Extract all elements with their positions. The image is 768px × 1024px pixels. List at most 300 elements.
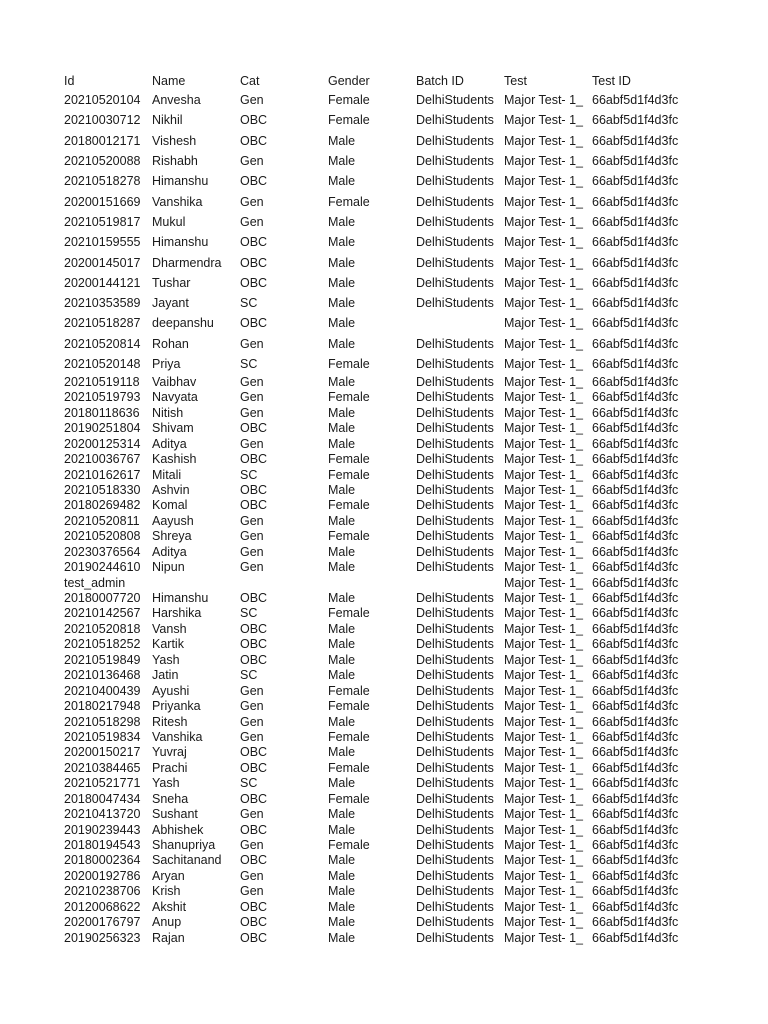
cell-gender: Male [328, 807, 356, 822]
cell-batch-id: DelhiStudents [416, 390, 494, 405]
cell-test-id: 66abf5d1f4d3fc [592, 699, 679, 714]
cell-test: Major Test- 1_ [504, 591, 583, 605]
table-row [64, 212, 764, 232]
cell-test: Major Test- 1_ [504, 884, 583, 899]
cell-test: Major Test- 1_ [504, 868, 583, 883]
cell-id: 20210520088 [64, 154, 141, 169]
cell-id: 20210518298 [64, 714, 141, 729]
table-row [64, 853, 764, 868]
cell-gender: Male [328, 513, 356, 528]
cell-test-id: 66abf5d1f4d3fc [592, 760, 679, 775]
table-row [64, 498, 764, 513]
cell-name: Tushar [152, 275, 191, 290]
cell-test: Major Test- 1_ [504, 652, 583, 667]
table-row [64, 760, 764, 775]
cell-gender: Male [328, 652, 356, 667]
cell-cat: Gen [240, 436, 264, 451]
cell-test-id: 66abf5d1f4d3fc [592, 838, 679, 852]
cell-test-id: 66abf5d1f4d3fc [592, 915, 679, 930]
cell-id: 20210521771 [64, 776, 141, 791]
cell-cat: Gen [240, 214, 264, 229]
cell-test-id: 66abf5d1f4d3fc [592, 154, 679, 169]
cell-batch-id: DelhiStudents [416, 683, 494, 698]
cell-cat: OBC [240, 174, 268, 189]
cell-test: Major Test- 1_ [504, 93, 583, 108]
cell-batch-id: DelhiStudents [416, 868, 494, 883]
cell-test: Major Test- 1_ [504, 668, 583, 683]
table-row [64, 837, 764, 852]
cell-cat: SC [240, 357, 258, 371]
cell-gender: Male [328, 296, 356, 311]
cell-gender: Female [328, 606, 370, 621]
cell-batch-id: DelhiStudents [416, 807, 494, 822]
table-row [64, 482, 764, 497]
table-row [64, 806, 764, 821]
cell-name: Abhishek [152, 822, 204, 837]
cell-cat: OBC [240, 591, 268, 605]
cell-test: Major Test- 1_ [504, 621, 583, 636]
cell-name: Rajan [152, 930, 185, 945]
cell-batch-id: DelhiStudents [416, 884, 494, 899]
cell-gender: Male [328, 930, 356, 945]
cell-test-id: 66abf5d1f4d3fc [592, 668, 679, 683]
cell-gender: Female [328, 838, 370, 852]
cell-test: Major Test- 1_ [504, 194, 583, 209]
cell-batch-id: DelhiStudents [416, 467, 494, 482]
cell-test-id: 66abf5d1f4d3fc [592, 868, 679, 883]
cell-gender: Female [328, 791, 370, 806]
table-row [64, 637, 764, 652]
cell-cat: Gen [240, 194, 264, 209]
table-row [64, 171, 764, 191]
cell-batch-id: DelhiStudents [416, 822, 494, 837]
table-row [64, 273, 764, 293]
cell-batch-id: DelhiStudents [416, 606, 494, 621]
cell-cat: SC [240, 606, 258, 621]
cell-name: Rohan [152, 336, 189, 351]
table-row [64, 529, 764, 544]
cell-batch-id: DelhiStudents [416, 637, 494, 652]
cell-gender: Male [328, 560, 356, 575]
cell-test: Major Test- 1_ [504, 336, 583, 351]
cell-name: Nikhil [152, 113, 183, 128]
cell-batch-id: DelhiStudents [416, 729, 494, 744]
cell-gender: Female [328, 93, 370, 108]
table-row [64, 313, 764, 333]
cell-id: 20210030712 [64, 113, 141, 128]
cell-cat: OBC [240, 316, 268, 331]
table-row [64, 252, 764, 272]
cell-id: 20210520808 [64, 529, 141, 544]
cell-name: Shivam [152, 421, 194, 436]
cell-test-id: 66abf5d1f4d3fc [592, 652, 679, 667]
cell-id: 20190239443 [64, 822, 141, 837]
cell-gender: Male [328, 374, 356, 389]
cell-id: 20210413720 [64, 807, 141, 822]
cell-id: 20210519834 [64, 729, 141, 744]
cell-name: Vanshika [152, 194, 203, 209]
cell-gender: Female [328, 760, 370, 775]
cell-cat: OBC [240, 899, 268, 914]
cell-cat: Gen [240, 838, 264, 852]
cell-test-id: 66abf5d1f4d3fc [592, 606, 679, 621]
cell-cat: Gen [240, 336, 264, 351]
cell-test-id: 66abf5d1f4d3fc [592, 113, 679, 128]
cell-name: Ritesh [152, 714, 188, 729]
cell-gender: Female [328, 113, 370, 128]
cell-cat: Gen [240, 868, 264, 883]
cell-id: 20210036767 [64, 452, 141, 467]
table-row [64, 131, 764, 151]
cell-test: Major Test- 1_ [504, 275, 583, 290]
cell-id: 20210159555 [64, 235, 141, 250]
cell-cat: Gen [240, 683, 264, 698]
cell-test-id: 66abf5d1f4d3fc [592, 214, 679, 229]
cell-batch-id: DelhiStudents [416, 560, 494, 575]
cell-cat: Gen [240, 154, 264, 169]
cell-id: 20120068622 [64, 899, 141, 914]
header-name: Name [152, 74, 186, 88]
cell-batch-id: DelhiStudents [416, 776, 494, 791]
cell-test-id: 66abf5d1f4d3fc [592, 822, 679, 837]
cell-batch-id: DelhiStudents [416, 154, 494, 169]
cell-batch-id: DelhiStudents [416, 174, 494, 189]
cell-batch-id: DelhiStudents [416, 113, 494, 128]
cell-name: Ashvin [152, 482, 190, 497]
table-row [64, 232, 764, 252]
cell-cat: OBC [240, 482, 268, 497]
cell-name: Yash [152, 652, 180, 667]
cell-name: Jatin [152, 668, 179, 683]
cell-name: Nitish [152, 405, 184, 420]
table-row [64, 868, 764, 883]
cell-name: Ayushi [152, 683, 190, 698]
cell-test-id: 66abf5d1f4d3fc [592, 714, 679, 729]
cell-gender: Male [328, 275, 356, 290]
header-batch-id: Batch ID [416, 74, 464, 88]
table-row [64, 930, 764, 945]
cell-test-id: 66abf5d1f4d3fc [592, 560, 679, 575]
cell-id: 20210238706 [64, 884, 141, 899]
table-row [64, 590, 764, 605]
cell-id: 20210400439 [64, 683, 141, 698]
cell-test-id: 66abf5d1f4d3fc [592, 405, 679, 420]
table-row [64, 776, 764, 791]
table-row [64, 914, 764, 929]
cell-id: 20210518252 [64, 637, 141, 652]
cell-test: Major Test- 1_ [504, 467, 583, 482]
table-row [64, 436, 764, 451]
cell-cat: Gen [240, 529, 264, 544]
cell-test-id: 66abf5d1f4d3fc [592, 357, 679, 371]
cell-name: Navyata [152, 390, 198, 405]
cell-test: Major Test- 1_ [504, 683, 583, 698]
cell-id: 20180002364 [64, 853, 141, 868]
cell-test-id: 66abf5d1f4d3fc [592, 93, 679, 108]
cell-cat: SC [240, 776, 258, 791]
table-row [64, 374, 764, 389]
cell-batch-id: DelhiStudents [416, 591, 494, 605]
cell-test: Major Test- 1_ [504, 606, 583, 621]
cell-batch-id: DelhiStudents [416, 899, 494, 914]
cell-batch-id: DelhiStudents [416, 853, 494, 868]
table-row [64, 745, 764, 760]
table-row [64, 729, 764, 744]
cell-name: Vaibhav [152, 374, 197, 389]
cell-id: 20200176797 [64, 915, 141, 930]
table-body [64, 90, 764, 945]
cell-name: Sushant [152, 807, 198, 822]
cell-name: Nipun [152, 560, 185, 575]
cell-name: Shreya [152, 529, 192, 544]
cell-gender: Male [328, 436, 356, 451]
table-row [64, 354, 764, 374]
table-row [64, 151, 764, 171]
cell-test: Major Test- 1_ [504, 452, 583, 467]
cell-test-id: 66abf5d1f4d3fc [592, 336, 679, 351]
cell-cat: Gen [240, 390, 264, 405]
cell-cat: Gen [240, 729, 264, 744]
cell-cat: OBC [240, 235, 268, 250]
table-row [64, 667, 764, 682]
cell-id: 20180269482 [64, 498, 141, 513]
cell-test: Major Test- 1_ [504, 255, 583, 270]
cell-test-id: 66abf5d1f4d3fc [592, 296, 679, 311]
cell-test-id: 66abf5d1f4d3fc [592, 482, 679, 497]
table-row [64, 334, 764, 354]
cell-test-id: 66abf5d1f4d3fc [592, 436, 679, 451]
cell-test-id: 66abf5d1f4d3fc [592, 853, 679, 868]
cell-test-id: 66abf5d1f4d3fc [592, 776, 679, 791]
cell-test-id: 66abf5d1f4d3fc [592, 729, 679, 744]
cell-name: deepanshu [152, 316, 214, 331]
cell-name: Himanshu [152, 235, 209, 250]
cell-gender: Male [328, 915, 356, 930]
cell-batch-id: DelhiStudents [416, 529, 494, 544]
cell-test-id: 66abf5d1f4d3fc [592, 575, 679, 590]
cell-test-id: 66abf5d1f4d3fc [592, 745, 679, 760]
cell-batch-id: DelhiStudents [416, 275, 494, 290]
cell-cat: Gen [240, 93, 264, 108]
cell-test: Major Test- 1_ [504, 930, 583, 945]
cell-batch-id: DelhiStudents [416, 652, 494, 667]
cell-name: Krish [152, 884, 181, 899]
cell-gender: Male [328, 853, 356, 868]
cell-gender: Male [328, 482, 356, 497]
cell-cat: OBC [240, 760, 268, 775]
cell-id: 20210162617 [64, 467, 141, 482]
cell-batch-id: DelhiStudents [416, 513, 494, 528]
table-row [64, 575, 764, 590]
cell-id: 20190244610 [64, 560, 141, 575]
cell-cat: Gen [240, 714, 264, 729]
cell-id: 20210518287 [64, 316, 141, 331]
cell-id: test_admin [64, 575, 126, 590]
cell-test: Major Test- 1_ [504, 899, 583, 914]
cell-gender: Female [328, 194, 370, 209]
table-row [64, 698, 764, 713]
cell-test: Major Test- 1_ [504, 174, 583, 189]
cell-test: Major Test- 1_ [504, 791, 583, 806]
cell-cat: OBC [240, 275, 268, 290]
cell-gender: Female [328, 699, 370, 714]
cell-id: 20210519849 [64, 652, 141, 667]
cell-name: Sachitanand [152, 853, 222, 868]
cell-cat: Gen [240, 405, 264, 420]
cell-cat: OBC [240, 637, 268, 652]
cell-test: Major Test- 1_ [504, 760, 583, 775]
cell-name: Aayush [152, 513, 194, 528]
cell-batch-id: DelhiStudents [416, 296, 494, 311]
cell-gender: Female [328, 357, 370, 371]
cell-batch-id: DelhiStudents [416, 791, 494, 806]
cell-test: Major Test- 1_ [504, 482, 583, 497]
cell-test: Major Test- 1_ [504, 133, 583, 148]
cell-name: Aditya [152, 436, 187, 451]
cell-test: Major Test- 1_ [504, 513, 583, 528]
table-row [64, 559, 764, 574]
cell-name: Vansh [152, 621, 187, 636]
cell-gender: Female [328, 529, 370, 544]
cell-test-id: 66abf5d1f4d3fc [592, 529, 679, 544]
cell-id: 20230376564 [64, 544, 141, 559]
cell-gender: Male [328, 214, 356, 229]
cell-gender: Male [328, 668, 356, 683]
cell-gender: Male [328, 133, 356, 148]
cell-name: Priya [152, 357, 181, 371]
cell-id: 20210518330 [64, 482, 141, 497]
cell-gender: Female [328, 390, 370, 405]
cell-gender: Male [328, 884, 356, 899]
cell-id: 20200192786 [64, 868, 141, 883]
cell-test: Major Test- 1_ [504, 807, 583, 822]
table-row [64, 606, 764, 621]
cell-id: 20200150217 [64, 745, 141, 760]
cell-id: 20210520811 [64, 513, 140, 528]
cell-test: Major Test- 1_ [504, 405, 583, 420]
cell-batch-id: DelhiStudents [416, 915, 494, 930]
cell-gender: Male [328, 714, 356, 729]
header-test: Test [504, 74, 527, 88]
cell-gender: Male [328, 405, 356, 420]
cell-test: Major Test- 1_ [504, 714, 583, 729]
cell-test-id: 66abf5d1f4d3fc [592, 255, 679, 270]
cell-gender: Female [328, 452, 370, 467]
cell-name: Aditya [152, 544, 187, 559]
cell-test-id: 66abf5d1f4d3fc [592, 374, 679, 389]
cell-test-id: 66abf5d1f4d3fc [592, 621, 679, 636]
cell-id: 20210520814 [64, 336, 141, 351]
table-row [64, 822, 764, 837]
table-row [64, 884, 764, 899]
cell-test: Major Test- 1_ [504, 113, 583, 128]
cell-name: Jayant [152, 296, 189, 311]
cell-test: Major Test- 1_ [504, 390, 583, 405]
cell-cat: SC [240, 296, 258, 311]
cell-id: 20210520818 [64, 621, 141, 636]
table-row [64, 467, 764, 482]
table-row [64, 405, 764, 420]
table-row [64, 652, 764, 667]
cell-cat: Gen [240, 513, 264, 528]
cell-batch-id: DelhiStudents [416, 498, 494, 513]
cell-test-id: 66abf5d1f4d3fc [592, 807, 679, 822]
cell-gender: Male [328, 899, 356, 914]
cell-test-id: 66abf5d1f4d3fc [592, 899, 679, 914]
cell-id: 20180194543 [64, 838, 141, 852]
cell-gender: Female [328, 498, 370, 513]
cell-batch-id: DelhiStudents [416, 194, 494, 209]
cell-test-id: 66abf5d1f4d3fc [592, 683, 679, 698]
table-row [64, 191, 764, 211]
cell-id: 20200144121 [64, 275, 141, 290]
cell-name: Anup [152, 915, 182, 930]
cell-cat: SC [240, 668, 258, 683]
header-gender: Gender [328, 74, 370, 88]
cell-name: Akshit [152, 899, 187, 914]
cell-id: 20200125314 [64, 436, 141, 451]
cell-gender: Female [328, 467, 370, 482]
cell-cat: Gen [240, 560, 264, 575]
cell-batch-id: DelhiStudents [416, 255, 494, 270]
cell-batch-id: DelhiStudents [416, 714, 494, 729]
cell-test: Major Test- 1_ [504, 154, 583, 169]
cell-test: Major Test- 1_ [504, 544, 583, 559]
cell-name: Mitali [152, 467, 182, 482]
cell-name: Rishabh [152, 154, 198, 169]
cell-test: Major Test- 1_ [504, 436, 583, 451]
cell-id: 20210520148 [64, 357, 141, 371]
table-header-row [64, 72, 764, 90]
cell-test-id: 66abf5d1f4d3fc [592, 316, 679, 331]
cell-gender: Male [328, 421, 356, 436]
cell-id: 20180012171 [64, 133, 141, 148]
cell-cat: OBC [240, 452, 268, 467]
cell-id: 20210384465 [64, 760, 141, 775]
cell-test-id: 66abf5d1f4d3fc [592, 930, 679, 945]
cell-gender: Female [328, 729, 370, 744]
cell-cat: OBC [240, 621, 268, 636]
cell-test-id: 66abf5d1f4d3fc [592, 544, 679, 559]
cell-id: 20210519817 [64, 214, 141, 229]
cell-cat: OBC [240, 652, 268, 667]
cell-cat: OBC [240, 498, 268, 513]
cell-cat: OBC [240, 133, 268, 148]
cell-name: Aryan [152, 868, 185, 883]
table-row [64, 683, 764, 698]
cell-gender: Male [328, 316, 356, 331]
cell-name: Kartik [152, 637, 184, 652]
cell-name: Himanshu [152, 591, 209, 605]
cell-test: Major Test- 1_ [504, 637, 583, 652]
cell-cat: Gen [240, 544, 264, 559]
table-row [64, 90, 764, 110]
cell-name: Priyanka [152, 699, 201, 714]
cell-id: 20210518278 [64, 174, 141, 189]
cell-batch-id: DelhiStudents [416, 699, 494, 714]
cell-batch-id: DelhiStudents [416, 357, 494, 371]
cell-test: Major Test- 1_ [504, 575, 583, 590]
cell-gender: Male [328, 336, 356, 351]
header-id: Id [64, 74, 75, 88]
cell-id: 20210519793 [64, 390, 141, 405]
table-row [64, 420, 764, 435]
cell-name: Mukul [152, 214, 186, 229]
cell-gender: Male [328, 154, 356, 169]
cell-name: Komal [152, 498, 188, 513]
cell-name: Shanupriya [152, 838, 216, 852]
table-row [64, 544, 764, 559]
